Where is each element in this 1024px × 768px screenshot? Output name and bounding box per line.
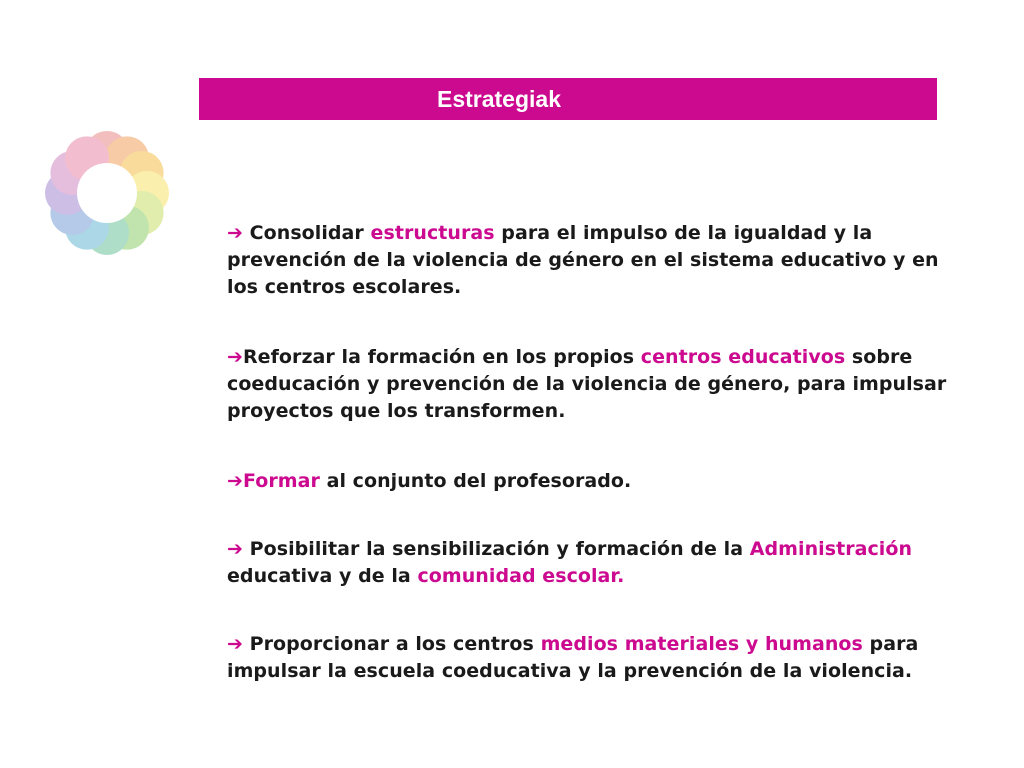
arrow-right-icon: ➔ bbox=[227, 346, 243, 368]
slide-title: Estrategiak bbox=[436, 86, 561, 112]
bullet-text: sobre coeducación y prevención de la violencia de género, para impulsar proyectos que los transformen. bbox=[227, 346, 947, 422]
bullet-text: Reforzar la formación en los propios bbox=[242, 346, 641, 368]
list-item bbox=[227, 220, 947, 301]
bullet-highlight: medios materiales y humanos bbox=[540, 633, 863, 655]
bullet-highlight: Administración bbox=[749, 538, 913, 560]
bullet-text: al conjunto del profesorado. bbox=[319, 470, 632, 492]
title-bar bbox=[199, 78, 937, 120]
bullet-highlight: Formar bbox=[242, 470, 320, 492]
logo-center bbox=[77, 163, 137, 223]
color-ring-logo-icon bbox=[44, 130, 170, 256]
bullet-highlight: centros educativos bbox=[640, 346, 846, 368]
bullet-text: para el impulso de la igualdad y la prevención de la violencia de género en el sistema educativo y en los centros escolares. bbox=[227, 222, 939, 298]
bullet-text: para impulsar la escuela coeducativa y la prevención de la violencia bbox=[227, 633, 919, 682]
bullet-text: Proporcionar a los centros bbox=[242, 633, 541, 655]
arrow-right-icon: ➔ bbox=[227, 470, 243, 492]
bullet-text: Consolidar bbox=[242, 222, 371, 244]
list-item bbox=[227, 631, 987, 685]
bullet-highlight: estructuras bbox=[370, 222, 495, 244]
list-item bbox=[227, 344, 1002, 425]
arrow-right-icon: ➔ bbox=[227, 633, 243, 655]
bullet-text: . bbox=[904, 660, 913, 682]
list-item bbox=[227, 468, 631, 495]
arrow-right-icon: ➔ bbox=[227, 222, 243, 244]
bullet-text: educativa y de la bbox=[227, 565, 418, 587]
bullet-text: Posibilitar la sensibilización y formación de la bbox=[242, 538, 750, 560]
list-item bbox=[227, 536, 947, 590]
arrow-right-icon: ➔ bbox=[227, 538, 243, 560]
bullet-highlight: comunidad escolar. bbox=[417, 565, 625, 587]
